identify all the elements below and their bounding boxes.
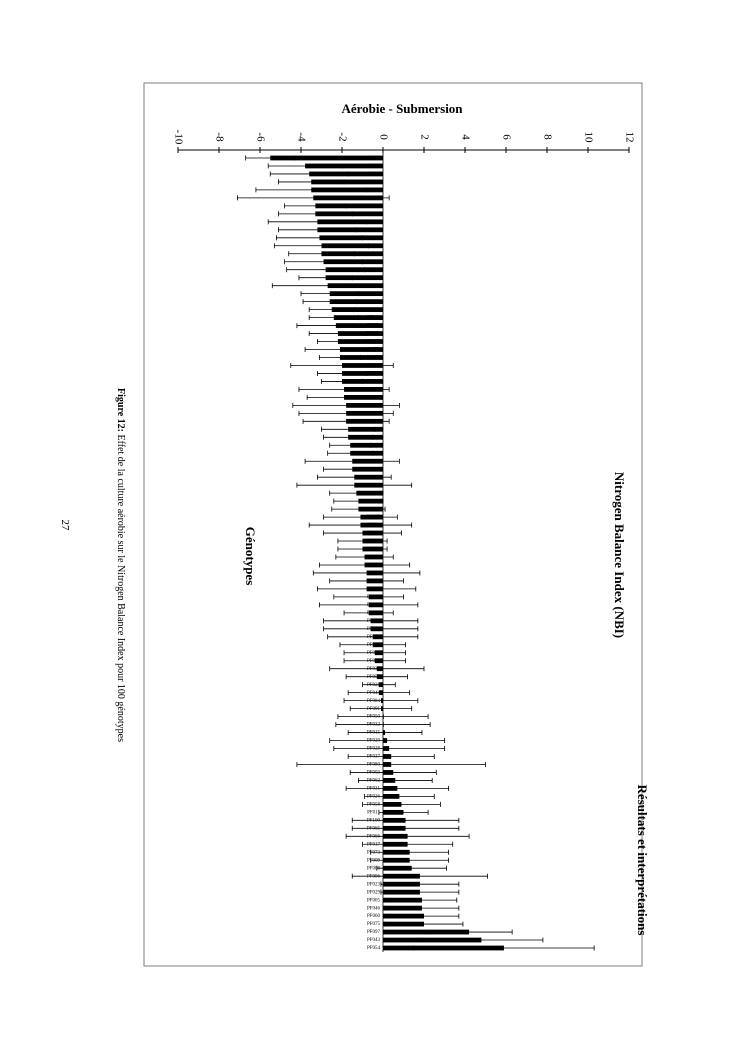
- category-label: PF081: [366, 571, 380, 577]
- category-label: PF079: [366, 491, 380, 497]
- category-label: PF039: [366, 658, 380, 664]
- category-label: PF015: [366, 730, 380, 736]
- x-tick-label: -2: [336, 132, 349, 142]
- category-label: PF001: [366, 371, 380, 377]
- category-label: PF036: [366, 626, 380, 632]
- category-label: PF040: [366, 603, 380, 609]
- category-label: PF045: [366, 339, 380, 345]
- x-tick-label: -4: [295, 132, 308, 142]
- x-tick-label: 12: [623, 131, 636, 143]
- category-label: PF060: [366, 914, 380, 920]
- category-label: PF004: [366, 483, 380, 489]
- category-label: PF067: [366, 235, 380, 241]
- category-label: PF050: [366, 714, 380, 720]
- category-label: PF013: [366, 188, 380, 194]
- category-label: PF003: [366, 770, 380, 776]
- category-label: PF089: [366, 172, 380, 178]
- category-label: PF098: [366, 211, 380, 217]
- category-label: PF068: [366, 164, 380, 170]
- category-label: PF064: [366, 563, 380, 569]
- category-label: PF006: [366, 874, 380, 880]
- category-label: PF052: [366, 595, 380, 601]
- page-header: Résultats et interprétations: [635, 784, 650, 936]
- category-label: PF061: [366, 299, 380, 305]
- category-label: PF074: [366, 650, 380, 656]
- x-tick-label: 0: [377, 134, 390, 140]
- chart-subtitle: Nitrogen Balance Index (NBI): [612, 471, 627, 639]
- category-label: PF071: [366, 347, 380, 353]
- category-label: PF014: [366, 531, 380, 537]
- category-label: PF069: [366, 587, 380, 593]
- category-label: PF091: [366, 706, 380, 712]
- category-label: PF073: [366, 850, 380, 856]
- category-label: PF080: [366, 762, 380, 768]
- category-label: PF070: [366, 443, 380, 449]
- category-label: PF009: [366, 858, 380, 864]
- x-tick-label: 2: [418, 134, 431, 140]
- x-tick-label: 4: [459, 134, 472, 140]
- category-label: PF029: [366, 890, 380, 896]
- category-label: PF093: [366, 387, 380, 393]
- category-label: PF095: [366, 499, 380, 505]
- category-label: PF090: [366, 547, 380, 553]
- category-label: PF055: [366, 475, 380, 481]
- category-label: PF047: [366, 259, 380, 265]
- category-label: PF018: [366, 419, 380, 425]
- x-tick-label: 10: [582, 131, 595, 143]
- category-label: PF078: [366, 411, 380, 417]
- x-tick-label: -8: [213, 132, 226, 142]
- category-label: PF058: [366, 802, 380, 808]
- category-label: PF011: [367, 810, 380, 816]
- chart-frame: [144, 83, 642, 966]
- category-label: PF082: [366, 331, 380, 337]
- category-label: PF096: [366, 283, 380, 289]
- category-label: PF059: [366, 427, 380, 433]
- category-label: PF041: [366, 555, 380, 561]
- x-tick-label: 6: [500, 134, 513, 140]
- category-label: PF032: [366, 722, 380, 728]
- category-label: PF094: [366, 355, 380, 361]
- category-label: PF043: [366, 938, 380, 944]
- category-label: PF083: [366, 403, 380, 409]
- category-label: PF044: [366, 690, 380, 696]
- category-label: PF049: [366, 379, 380, 385]
- category-label: PF016: [366, 315, 380, 321]
- category-label: PF053: [366, 267, 380, 273]
- category-label: PF034: [366, 523, 380, 529]
- category-label: PF076: [366, 219, 380, 225]
- category-label: PF075: [366, 922, 380, 928]
- category-label: PF086: [366, 459, 380, 465]
- category-label: PF062: [366, 778, 380, 784]
- category-label: PF063: [366, 227, 380, 233]
- category-label: PF097: [366, 930, 380, 936]
- category-label: PF100: [366, 818, 380, 824]
- x-tick-label: 8: [541, 134, 554, 140]
- category-label: PF077: [366, 515, 380, 521]
- category-label: PF010: [366, 579, 380, 585]
- category-label: PF031: [366, 786, 380, 792]
- category-label: PF017: [366, 842, 380, 848]
- category-label: PF022: [366, 156, 380, 162]
- category-label: PF085: [366, 539, 380, 545]
- x-tick-label: -6: [254, 132, 267, 142]
- category-label: PF024: [366, 363, 380, 369]
- category-label: PF048: [366, 618, 380, 624]
- category-label: PF037: [366, 754, 380, 760]
- page-number: 27: [59, 519, 71, 531]
- category-label: PF035: [366, 610, 380, 616]
- category-label: PF030: [366, 451, 380, 457]
- category-label: PF007: [366, 395, 380, 401]
- category-label: PF046: [366, 906, 380, 912]
- category-label: PF008: [366, 866, 380, 872]
- category-label: PF072: [366, 251, 380, 257]
- category-label: PF056: [366, 204, 380, 210]
- plot-area: [172, 130, 635, 952]
- category-label: PF092: [366, 323, 380, 329]
- category-label: PF057: [366, 674, 380, 680]
- category-label: PF026: [366, 794, 380, 800]
- category-label: PF005: [366, 898, 380, 904]
- category-label: PF027: [366, 642, 380, 648]
- category-label: PF065: [366, 826, 380, 832]
- chart-title: Aérobie - Submersion: [341, 101, 463, 116]
- category-label: PF020: [366, 738, 380, 744]
- category-label: PF002: [366, 507, 380, 513]
- x-tick-label: -10: [172, 129, 185, 145]
- category-label: PF028: [366, 746, 380, 752]
- category-label: PF025: [366, 275, 380, 281]
- category-label: PF033: [366, 666, 380, 672]
- category-label: PF038: [366, 291, 380, 297]
- category-label: PF099: [366, 196, 380, 202]
- category-label: PF087: [366, 435, 380, 441]
- category-label: PF054: [366, 946, 380, 952]
- category-label: PF051: [366, 307, 380, 313]
- category-label: PF042: [366, 180, 380, 186]
- category-label: PF012: [366, 634, 380, 640]
- caption-label: Figure 12:: [115, 388, 126, 432]
- category-label: PF066: [366, 834, 380, 840]
- category-label: PF088: [366, 467, 380, 473]
- category-label: PF021: [366, 682, 380, 688]
- category-label: PF023: [366, 882, 380, 888]
- category-label: PF084: [366, 698, 380, 704]
- caption-text: Effet de la culture aérobie sur le Nitrogen Balance Index pour 100 génotypes: [115, 434, 126, 742]
- category-label: PF019: [366, 243, 380, 249]
- figure-caption: [110, 345, 126, 785]
- y-axis-label: Génotypes: [243, 526, 258, 586]
